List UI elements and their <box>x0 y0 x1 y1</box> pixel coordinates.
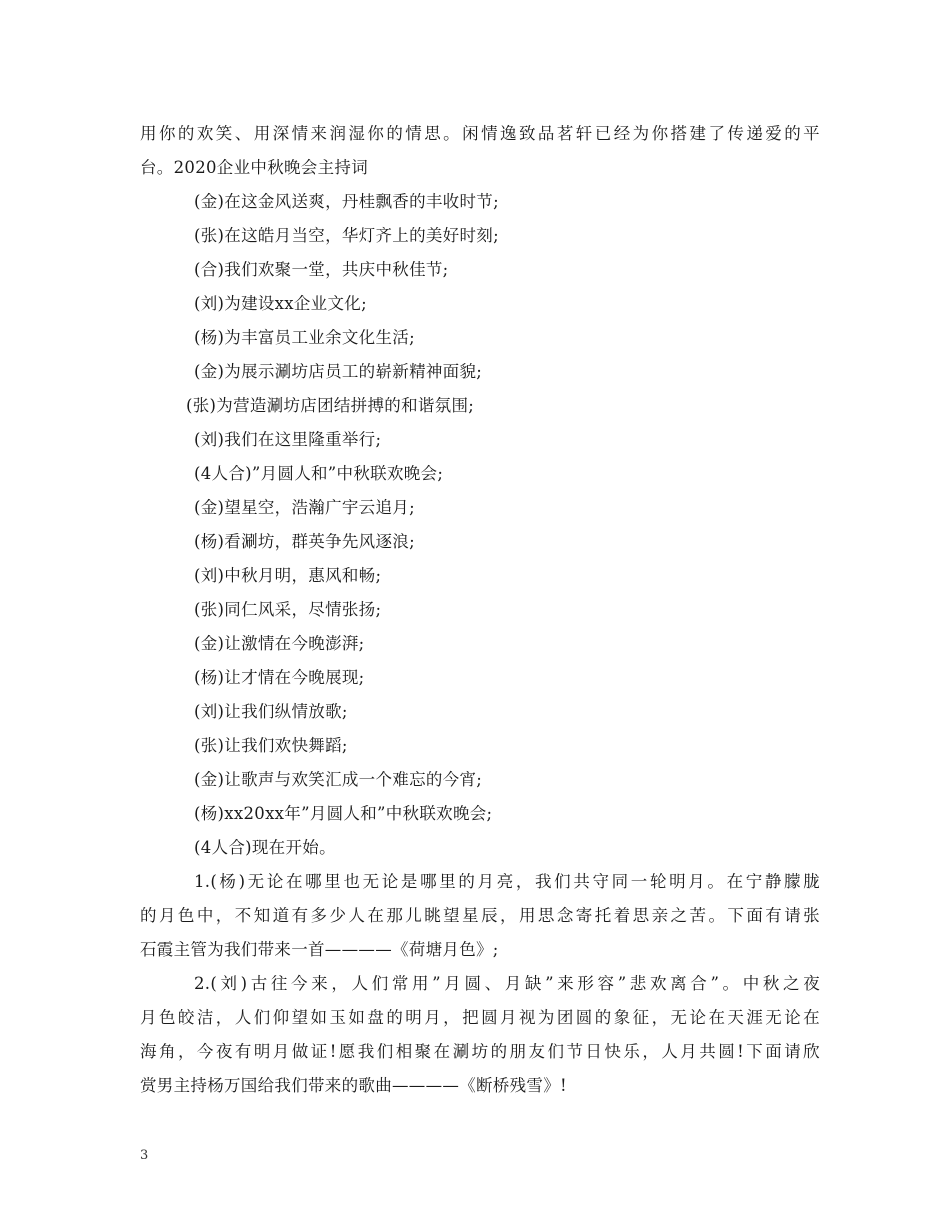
script-line: (杨)为丰富员工业余文化生活; <box>194 328 415 347</box>
script-line: (张)同仁风采，尽情张扬; <box>194 600 382 619</box>
paragraph-line: 赏男主持杨万国给我们带来的歌曲————《断桥残雪》! <box>140 1076 567 1095</box>
script-line: (4人合)”月圆人和”中秋联欢晚会; <box>194 464 444 483</box>
script-line: (杨)让才情在今晚展现; <box>194 668 365 687</box>
paragraph-line: 1.(杨)无论在哪里也无论是哪里的月亮，我们共守同一轮明月。在宁静朦胧 <box>194 872 820 891</box>
paragraph-line: 海角，今夜有明月做证!愿我们相聚在涮坊的朋友们节日快乐，人月共圆!下面请欣 <box>140 1042 820 1061</box>
paragraph-line: 2.(刘)古往今来，人们常用”月圆、月缺”来形容”悲欢离合”。中秋之夜 <box>194 974 820 993</box>
script-line: (金)让歌声与欢笑汇成一个难忘的今宵; <box>194 770 483 789</box>
paragraph-line: 台。2020企业中秋晚会主持词 <box>140 158 368 177</box>
paragraph-line: 石霞主管为我们带来一首————《荷塘月色》; <box>140 940 499 959</box>
script-line: (金)让激情在今晚澎湃; <box>194 634 365 653</box>
script-line: (刘)为建设xx企业文化; <box>194 294 367 313</box>
script-line: (张)在这皓月当空，华灯齐上的美好时刻; <box>194 226 499 245</box>
script-line: (张)让我们欢快舞蹈; <box>194 736 348 755</box>
script-line: (刘)中秋月明，惠风和畅; <box>194 566 382 585</box>
script-line: (刘)我们在这里隆重举行; <box>194 430 382 449</box>
script-line: (金)在这金风送爽，丹桂飘香的丰收时节; <box>194 192 499 211</box>
script-line: (杨)xx20xx年”月圆人和”中秋联欢晚会; <box>194 804 493 823</box>
paragraph-line: 月色皎洁，人们仰望如玉如盘的明月，把圆月视为团圆的象征，无论在天涯无论在 <box>140 1008 820 1027</box>
script-line: (刘)让我们纵情放歌; <box>194 702 348 721</box>
document-body <box>140 117 820 1103</box>
script-line: (金)望星空，浩瀚广宇云追月; <box>194 498 415 517</box>
paragraph-line: 的月色中，不知道有多少人在那儿眺望星辰，用思念寄托着思亲之苦。下面有请张 <box>140 906 820 925</box>
script-line: (杨)看涮坊，群英争先风逐浪; <box>194 532 415 551</box>
script-line: (金)为展示涮坊店员工的崭新精神面貌; <box>194 362 483 381</box>
script-line: (合)我们欢聚一堂，共庆中秋佳节; <box>194 260 449 279</box>
page-number: 3 <box>140 1148 149 1163</box>
paragraph-line: 用你的欢笑、用深情来润湿你的情思。闲情逸致品茗轩已经为你搭建了传递爱的平 <box>140 124 820 143</box>
script-line: (张)为营造涮坊店团结拼搏的和谐氛围; <box>186 396 475 415</box>
script-line: (4人合)现在开始。 <box>194 838 336 857</box>
